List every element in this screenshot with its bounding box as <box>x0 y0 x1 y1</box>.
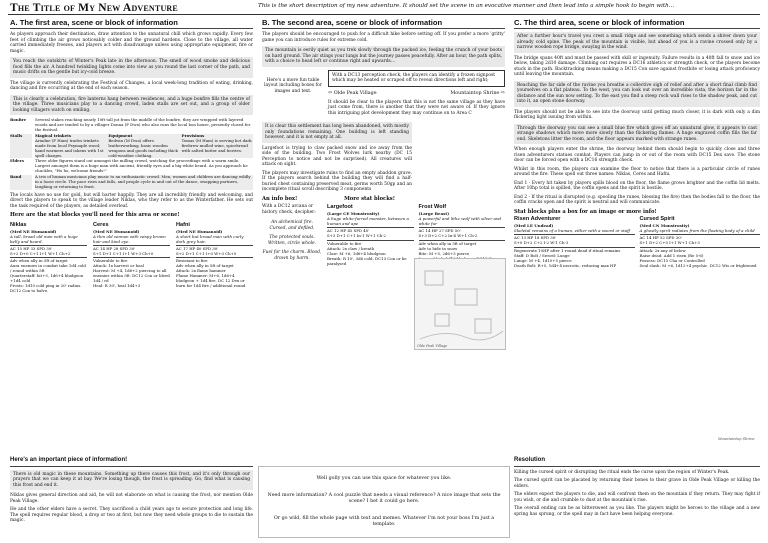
statblock-name: Hafni <box>176 221 190 228</box>
table-key: Band <box>10 175 32 190</box>
resolution-heading: Resolution <box>514 457 760 467</box>
stall-cell: Bedwin (M Dwa) offers leatherworking, basic wooden weapons and goods including thick cold-weather clothing. <box>108 137 178 158</box>
village-map-image <box>414 258 506 350</box>
creature-row-c <box>514 216 760 268</box>
signpost <box>328 90 505 97</box>
statblock-type: (Med CN Monstrosity) <box>639 223 690 229</box>
section-c-heading: C. The third area, scene or block of information <box>514 18 760 29</box>
statblock-attrs: S+1 D+2 C+0 I+1 W+1 Ch+3 <box>639 240 700 246</box>
arrow-right-icon: ⇨ <box>500 89 505 96</box>
statblock-niklas <box>10 222 87 294</box>
column-b <box>262 18 505 267</box>
statblock-line: Quarterstaff: hit+5, 1d6+4 bludgeon +1d4 cold <box>10 273 84 283</box>
map-note: Here's a more fun table layout including boxes for images and text. <box>264 77 322 94</box>
statblock-attrs: S+2 D+1 C+1 I+0 W+0 Ch+0 <box>176 250 237 256</box>
important-p3: He and the other elders have a secret. They sacrificed a child years ago to secure protection and long life. The spell requires regular blood, a drop or two at first, but now they need whole groups to die to sustain the magic. <box>10 507 253 523</box>
resolution-panel <box>514 457 760 520</box>
statblock-attrs: S+2 D+0 C+1 I+1 W+1 Ch+2 <box>10 250 71 256</box>
section-b-p4: Largefoot is trying to claw packed snow and ice away from the side of the building. Two Frost Wolves lurk nearby (DC 15 Perception to notice and not be surprised). All creatures will attack on sight. <box>262 145 412 168</box>
statblock-line: Attack: 1x harvest or heal <box>93 263 144 269</box>
free-space-line: Or go wild, fill the whole page with text and memes. Whatever I'm not your boss I'm just a template. <box>273 515 495 527</box>
statblock-desc: A ghostly spirit radiates from the floating body of a child <box>639 228 755 234</box>
statblock-ac-text: AC 15 HP 33 SPD 30' <box>10 245 53 251</box>
signpost-right-label: Mountaintop Shrine <box>450 90 500 96</box>
statblock-ac-text: AC 17 HP 40 SPD 30' <box>176 245 219 251</box>
statblock-desc: A thin old woman with wispy brown hair and kind eye. <box>93 233 166 244</box>
statblock-line: Possess: DC15 Cha or Controlled <box>639 257 705 263</box>
table-value: Three older figures stand out amongst the milling crowd, watching the proceedings with a warm smile. Largest amongst them is a huge man with ancient, friendly eyes and a big white beard. As you approach he chuckles, "Ho ho, welcome friends!" <box>35 158 248 174</box>
statblock-line: Attack: 2x flame hammer <box>176 268 226 274</box>
statblock-line: Frosts: 1d10 cold ping in 20' radius. DC12 Con to halve. <box>10 282 82 293</box>
section-b-readaloud-2: It is clear this settlement has long been abandoned, with mostly only foundations remaining. One building is left standing however, and it is not empty at all. <box>262 122 412 143</box>
important-p2: Niklas gives general direction and aid, he will not elaborate on what is causing the frost, nor mention Olde Peak Village. <box>10 493 253 504</box>
statblock-largefoot <box>327 204 414 266</box>
section-c-p7: Whilst in this room, the players can examine the floor to notice that there is a particular circle of runes around the fire. These spell out three names: Niklas, Ceres and Hafni. <box>514 166 760 178</box>
section-a-p3: The village is currently celebrating the Festival of Changes, a local week-long tradition of eating, drinking, dancing and fire occurring at the end of each season. <box>10 80 253 92</box>
page-subtitle: This is the short description of my new adventure. It should set the scene in an evocative manner and then lead into a simple hook to begin with… <box>258 3 675 9</box>
info-box-label: An info box! <box>262 195 298 202</box>
arrow-left-icon: ⇦ <box>328 89 333 96</box>
village-map-icon <box>415 259 507 351</box>
statblock-name: Ceres <box>93 221 109 228</box>
statblock-line: Flame Hammer: M+6, 1d6+4 bludgeon + 1d4 fire. DC 12 Dex or burn for 1d4 fire / additional round <box>176 273 246 288</box>
section-c-readaloud-3: Through the doorway you can see a small blue fire which gives off an unnatural glow, it appears to cast strange shadows which move more slowly than the flickering flames. A huge engraved coffin fills the far end. Skeletons litter the room, and the floor appears marked with strange runes. <box>514 124 760 145</box>
column-c <box>514 18 760 269</box>
statblock-line: Attack: 2x any of below <box>639 248 686 254</box>
stall-cell: Ariadne (F Hum) trades trinkets made from local Feymaple wood; hand warmers and tokens with 1st spell charges. <box>35 137 104 158</box>
section-c-p6: When enough players enter the shrine, the doorway behind them should begin to quickly close and three risen adventurers statues combat. Players can jump in or out of the room with DC15 Dex save. The stone door can be forced open with a DC16 strength check. <box>514 147 760 164</box>
statblock-line: Lunge: M +4, 1d10+5 pierce <box>514 257 572 263</box>
statblock-line: Raise dead: Add 1 risen (Re 5-6) <box>639 253 704 259</box>
stalls-grid <box>35 134 253 158</box>
statblock-type: (Med NE Humanoid) <box>10 228 57 234</box>
statblock-ac <box>327 227 414 241</box>
statblock-risen-adventurer <box>514 216 635 268</box>
statblock-line: Aura enemies in combat take 1d4 cold / round within 5ft <box>10 263 86 274</box>
section-b-p3: It should be clear to the players that this is not the same village as they have just come from, there is another that they were not aware of. If they ignore this intriguing plot development they may continue on to Area C <box>328 99 505 116</box>
statblock-line: Adv when ally in 5ft of target <box>10 258 68 264</box>
statblock-type: (Large CE Monstrosity) <box>327 211 380 217</box>
olde-peak-block <box>262 122 412 193</box>
section-a-readaloud-2: This is clearly a celebration, fire lanterns hang between residences, and a huge bonfire fills the centre of the village. Three musicians play to a dancing crowd, laden stalls are set out, and a group of older looking villagers watch on smiling. <box>10 95 253 116</box>
statblock-attrs: S+3 D+2 C+2 In-4 W+1 Ch-2 <box>418 233 478 239</box>
statblock-ac <box>514 234 635 248</box>
decipher-note: With a DC12 arcana or history check, decipher: <box>262 204 316 215</box>
table-key: Stalls <box>10 134 32 158</box>
statblock-ac <box>10 245 87 259</box>
insight-box: With a DC13 perception check, the players can identify a frozen signpost which may be heated or scraped off to reveal directions left and right; <box>328 70 505 87</box>
statblock-ac <box>640 234 761 248</box>
table-value: A trio of human musicians play music to an enthusiastic crowd. Men, women and children are dancing wildly in a loose circle. The pace rises and falls, and people cycle in and out of the dance, swapping partners, laughing or returning to feast. <box>35 175 253 190</box>
statblock-cursed-spirit <box>640 216 761 268</box>
statblock-attrs: S+3 D+1 C+1 In-1 W+1 Ch-2 <box>327 233 386 239</box>
section-a-readaloud: You reach the outskirts of Winter's Peak late in the afternoon. The smell of wood smoke and delicious food fills the air. A hundred twinkling lights come into view as you round the last corner of the path, and music drifts on the gentle but icy-cold breeze. <box>10 57 253 78</box>
statblock-line: Claw: M +6, 1d6+4 bludgeon <box>327 250 386 256</box>
statblock-name: Cursed Spirit <box>639 216 675 223</box>
statblock-name: Risen Adventurer <box>514 216 561 223</box>
statblock-type: (Med LE Undead) <box>514 223 554 229</box>
page-title: The Title of My New Adventure <box>10 2 178 14</box>
free-space-line: Need more information? A cool puzzle that needs a visual reference? A nice image that sets the scene? I bet it could go here. <box>267 493 501 504</box>
statblock-line: Adv when ally in 5ft of target <box>176 263 234 269</box>
statblock-line: Death Bolt: R+5, 1d4+4 necrotic, reducing max HP <box>514 262 617 268</box>
table-value: Several stakes reaching nearly 10ft tall jut from the middle of the bonfire, they are wrapped with layered woods and are tended to by a villager Donna (F Dwa) who also runs the local bon house, presently closed for the festival. <box>35 117 251 133</box>
statblock-ac-text: AC 14 HP 27 SPD 50' <box>418 228 461 234</box>
section-a-heading: A. The first area, scene or block of information <box>10 18 253 29</box>
statblock-line: Harvest: M +4, 1d6+2 piercing to all enemies within 5ft. DC12 Con or bleed 1d4 / rd <box>93 268 170 283</box>
statblock-attrs: S+0 D+2 C+2 I-2 W-1 Ch-3 <box>514 240 569 246</box>
table-key: Bonfire <box>10 117 27 123</box>
signpost-left <box>328 90 377 97</box>
statblock-ac-text: AC 13 HP 18 SPD 30' <box>514 235 557 241</box>
statblock-desc: A tall, broad old man with a huge belly and beard. <box>10 233 78 244</box>
statblock-ac-text: AC 12 HP 45 SPD 40' <box>327 228 370 234</box>
section-c-readaloud-2: Reaching the far side of the ravine you breathe a collective sigh of relief and after a short final climb find yourselves on a flat plateau. To the west, you can look out over an incredible vista, the horizon far in the distance and the sun now setting. To the east you find a steep rock wall rises to the shadow peak, and cut into it, an open stone doorway. <box>514 81 760 107</box>
column-a <box>10 18 253 294</box>
statblock-name: Largefoot <box>327 204 353 211</box>
info-labels <box>262 196 505 203</box>
statblock-attrs: S+1 D+1 C+1 I+1 W+3 Ch+0 <box>93 250 154 256</box>
statblock-ac <box>419 227 506 241</box>
resolution-p3: The elders expect the players to die, and will confront them on the mountain if they return. They may fight if you wish, or die and crumble to dust at the mountain's rise. <box>514 492 760 503</box>
stall-header: Provisions <box>181 133 205 139</box>
statblock-desc: A powerful and lithe wolf with silver and white fur <box>418 216 502 227</box>
statblock-line: Bite: M +5, 2d6+3 pierce <box>418 250 470 256</box>
table-key: Elders <box>10 158 24 164</box>
statblock-type: (Large Beast) <box>418 211 450 217</box>
statblock-intro-c: Stat blocks plus a box for an image or more info! <box>514 208 657 215</box>
statblock-line: Resistant to fire <box>176 258 208 264</box>
ending-1: End 1 - Every hit taken by players spills blood on the floor, the flame grows brighter and the coffin lid melts. After 10hp total is spilled, the coffin opens and the spirit is hostile. <box>514 180 760 192</box>
section-b-readaloud: The mountain is eerily quiet as you trek slowly through the packed ice, feeling the crunch of your boots on hard ground. The air stings your lungs but the journey passes peacefully. After an hour, the path splits, with a choice to head left or continue right and upwards… <box>262 46 505 67</box>
section-c-readaloud: After a further hour's travel you crest a small ridge and see something which sends a shiver down your already cold spine. The peak of the mountain is visible, but ahead of you is a ravine crossed only by a narrow wooden rope bridge, swaying in the wind. <box>514 32 760 53</box>
decipher-line: Fuel for the charm. Blood, drawn by harm. <box>262 250 322 261</box>
signpost-panel <box>328 70 505 119</box>
free-space-box <box>258 466 510 538</box>
village-table <box>10 118 253 189</box>
resolution-p4: The overall ending can be as bittersweet as you like. The players might be heroes to the village and a new spring has sprung, or the spell may in fact have been helping everyone. <box>514 506 760 517</box>
important-readaloud: There is old magic in these mountains. Something up there causes this frost, and it's only through our prayers that we can keep it at bay. We're losing though, the frost is spreading. Go, find what is causing this frost and end it. <box>10 470 253 491</box>
statblock-line: Attack: 2x claw / breath <box>327 246 375 252</box>
stall-header: Magical trinkets <box>35 133 72 139</box>
section-b-heading: B. The second area, scene or block of information <box>262 18 505 29</box>
section-c-p4: The players should not be able to see into the doorway until getting much closer, it is dark with only a dim flickering light issuing from within. <box>514 109 760 121</box>
stall-header: Equipment <box>108 133 133 139</box>
section-b-p1: The players should be encouraged to push for a difficult hike before setting off. If you prefer a more 'gritty' game you can introduce rules for extreme cold. <box>262 32 505 43</box>
statblock-line: Vulnerable to fire <box>327 241 362 247</box>
section-a-p5: The locals have no use for gold, but will barter happily. They are all incredibly friendly and welcoming, and direct the players to speak to the village leader Niklas, who they refer to as the Winterfather. He sets out the task required of the players, as detailed overleaf. <box>10 192 253 209</box>
statblock-ceres <box>93 222 170 294</box>
resolution-p1: Killing the cursed spirit or disrupting the ritual ends the curse upon the region of Winter's Peak. <box>514 469 730 475</box>
resolution-p2: The cursed spirit can be placated by returning their bones to their grave in Olde Peak Village or killing the elders. <box>514 478 760 489</box>
statblock-line: Regenerate 10HP after 1 round dead if ritual remains <box>514 248 621 254</box>
decipher-box <box>262 204 322 266</box>
decipher-line: An alchemical fire. Cursed, and defiled. <box>269 220 315 231</box>
statblock-desc: A huge white-furred monster, between a human and ape <box>327 216 409 227</box>
free-space-line: Well golly you can use this space for whatever you like. <box>316 476 452 482</box>
statblock-line: Staff: D Bolt / Sword: Lunge <box>514 253 570 259</box>
npc-statblocks <box>10 222 253 294</box>
statblock-ac <box>176 245 253 259</box>
important-heading: Here's an important piece of information! <box>10 457 253 467</box>
statblock-line: Breath: R 10', 3d6 cold, DC13 Con or be paralysed <box>327 255 407 266</box>
shrine-image-caption: Mountaintop Shrine <box>718 437 755 441</box>
statblock-type: (Med NE Humanoid) <box>93 228 140 234</box>
statblock-line: Soul slash: M +6, 1d12+4 psychic. DC12 Wis or frightened <box>639 262 757 268</box>
signpost-left-label: Olde Peak Village <box>333 90 377 96</box>
statblock-line: Adv to hide in snow <box>418 246 458 252</box>
more-stats-label: More stat blocks! <box>344 195 395 202</box>
statblock-line: Vulnerable to fire <box>93 258 128 264</box>
statblock-desc: A short but broad man with curly dark grey hair. <box>176 233 244 244</box>
statblock-type: (Med NE Humanoid) <box>176 228 223 234</box>
statblock-ac-text: AC 14 HP 52 SPD 30' <box>639 235 682 241</box>
statblock-name: Frost Wolf <box>418 204 447 211</box>
decipher-line: The protected souls. Written, circle whole. <box>267 235 316 246</box>
npc-intro: Here are the stat blocks you'll need for this area or scene! <box>10 212 180 219</box>
signpost-right <box>450 90 505 97</box>
stall-cell: Tomas (M Hum) is serving hot dark firebrew mulled wine, spicebread with salted butter and berries. <box>181 137 252 153</box>
section-b-p5: The players may investigate ruins to find an empty abaddon grave. If the players search behind the building they will find a half-buried chest containing preserved meat, germs worth 50gp and an incomplete ritual scroll describing 3 components <box>262 170 412 193</box>
map-caption: Olde Peak Village <box>417 343 448 348</box>
statblock-line: Adv when ally in 5ft of target <box>418 241 477 247</box>
statblock-line: Heal: R 30', heal 1d4+3 <box>93 282 141 288</box>
statblock-ac-text: AC 14 HP 28 SPD 30' <box>93 245 136 251</box>
section-a-p1: As players approach their destination, draw attention to the unnatural chill which grows rapidly. Every few feet of climbing the air grows noticeably colder and the ground hardens. Close to the village, all water carried immediately freezes, and players act with disadvantage unless using appropriate equipment, fire or magic. <box>10 32 253 54</box>
statblock-desc: Skeletal remains of a human, either with a sword or staff <box>514 228 630 234</box>
signpost-row <box>262 70 505 119</box>
statblock-name: Niklas <box>10 221 27 228</box>
title-divider <box>8 14 760 15</box>
info-panel-left <box>10 457 253 527</box>
statblock-hafni <box>176 222 253 294</box>
statblock-ac <box>93 245 170 259</box>
section-c-p2: The bridge spans 40ft and must be passed with skill or ingenuity. Failure results in a 40ft fall to snow and ice below, taking 2d10 damage. Climbing out requires a DC16 athletics or strength check, or the players become stuck in the path. Backtracking means making a DC15 Con save against frostbite or losing attack proficiency until leaving the mountain. <box>514 55 760 78</box>
ending-2: End 2 - If the ritual is disrupted (e.g. spooling the runes, blessing the fire) then the bodies fall to the floor, the coffin cracks open and the spirit is neutral and will communicate. <box>514 194 760 206</box>
